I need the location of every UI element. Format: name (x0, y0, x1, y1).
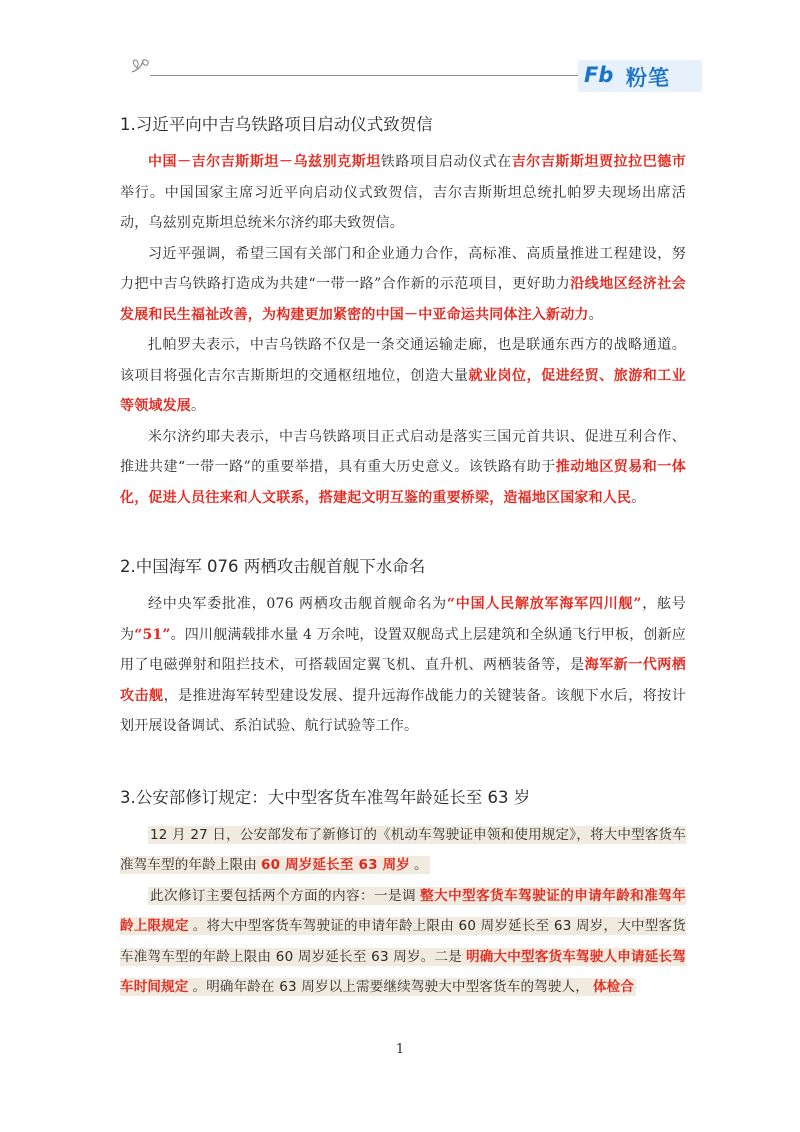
highlighted-text: 中国－吉尔吉斯斯坦－乌兹别克斯坦 (148, 154, 381, 170)
paragraph (120, 147, 686, 239)
paragraph (120, 239, 686, 331)
fenbi-logo-text: 粉笔 (626, 66, 670, 90)
highlighted-text: 就业岗位，促进经贸、旅游和工业等领域发展 (120, 367, 686, 414)
leaf-sprout-icon (128, 54, 152, 78)
body-text: 米尔济约耶夫表示，中吉乌铁路项目正式启动是落实三国元首共识、促进互利合作、推进共建“一带一路”的重要举措，具有重大历史意义。该铁路有助于 (120, 428, 686, 475)
highlighted-text: 吉尔吉斯斯坦贾拉拉巴德市 (511, 154, 686, 170)
body-text: 12 月 27 日，公安部发布了新修订的《机动车驾驶证申领和使用规定》，将大中型客货车准驾车型的年龄上限由 (120, 826, 686, 873)
body-text: ，是推进海军转型建设发展、提升远海作战能力的关键装备。该舰下水后，将按计划开展设备调试、系泊试验、航行试验等工作。 (120, 687, 686, 734)
highlighted-text: 沿线地区经济社会发展和民生福祉改善，为构建更加紧密的中国－中亚命运共同体注入新动力 (120, 276, 686, 323)
highlighted-text: 整大中型客货车驾驶证的申请年龄和准驾年龄上限规定 (120, 887, 686, 934)
section-2-body (120, 589, 686, 742)
body-text: ，舷号为 (120, 596, 686, 643)
fenbi-logo (578, 60, 702, 92)
paragraph (120, 820, 686, 881)
body-text: 此次修订主要包括两个方面的内容：一是调 (150, 887, 417, 904)
section-3-title: 3.公安部修订规定：大中型客货车准驾年龄延长至 63 岁 (120, 787, 531, 807)
highlighted-text: 海军新一代两栖攻击舰 (120, 657, 686, 704)
highlighted-text: 推动地区贸易和一体化，促进人员往来和人文联系，搭建起文明互鉴的重要桥梁，造福地区国家和人民 (120, 459, 686, 506)
body-text: 。四川舰满载排水量 4 万余吨，设置双舰岛式上层建筑和全纵通飞行甲板，创新应用了电磁弹射和阻拦技术，可搭载固定翼飞机、直升机、两栖装备等，是 (120, 626, 686, 673)
body-text: 。将大中型客货车驾驶证的申请年龄上限由 60 周岁延长至 63 周岁，大中型客货车准驾车型的年龄上限由 60 周岁延长至 63 周岁。二是 (120, 918, 686, 965)
paragraph (120, 881, 686, 1003)
highlighted-text: 体检合 (592, 979, 635, 995)
body-text: 。 (191, 398, 206, 414)
body-text: 。 (588, 306, 603, 323)
body-text: 经中央军委批准，076 两栖攻击舰首舰命名为 (148, 596, 447, 612)
fenbi-logo-icon: Fb (584, 63, 614, 87)
page-number: 1 (395, 1042, 405, 1057)
body-text: 铁路项目启动仪式在 (380, 154, 512, 170)
body-text: 。 (413, 857, 428, 873)
paragraph (120, 422, 686, 514)
page-header (0, 0, 800, 100)
body-text: 习近平强调，希望三国有关部门和企业通力合作，高标准、高质量推进工程建设，努力把中吉乌铁路打造成为共建“一带一路”合作新的示范项目，更好助力 (120, 245, 686, 292)
section-2-title: 2.中国海军 076 两栖攻击舰首舰下水命名 (120, 557, 426, 576)
section-1-title: 1.习近平向中吉乌铁路项目启动仪式致贺信 (120, 115, 433, 134)
paragraph (120, 330, 686, 422)
body-text: 举行。中国国家主席习近平向启动仪式致贺信，吉尔吉斯斯坦总统扎帕罗夫现场出席活动，乌兹别克斯坦总统米尔济约耶夫致贺信。 (120, 184, 686, 231)
header-rule (150, 75, 580, 76)
highlighted-text: “51” (134, 626, 171, 643)
body-text: 。 (631, 489, 646, 506)
highlighted-text: 60 周岁延长至 63 周岁 (261, 857, 410, 873)
body-text: 。明确年龄在 63 周岁以上需要继续驾驶大中型客货车的驾驶人， (192, 979, 589, 995)
highlighted-text: 明确大中型客货车驾驶人申请延长驾车时间规定 (120, 948, 687, 995)
paragraph (120, 589, 686, 742)
body-text: 扎帕罗夫表示，中吉乌铁路不仅是一条交通运输走廊，也是联通东西方的战略通道。该项目将强化吉尔吉斯斯坦的交通枢纽地位，创造大量 (120, 337, 686, 384)
document-body (120, 104, 686, 1003)
section-3-body (120, 820, 686, 1003)
highlighted-text: “中国人民解放军海军四川舰” (446, 596, 642, 612)
section-1-body (120, 147, 686, 513)
